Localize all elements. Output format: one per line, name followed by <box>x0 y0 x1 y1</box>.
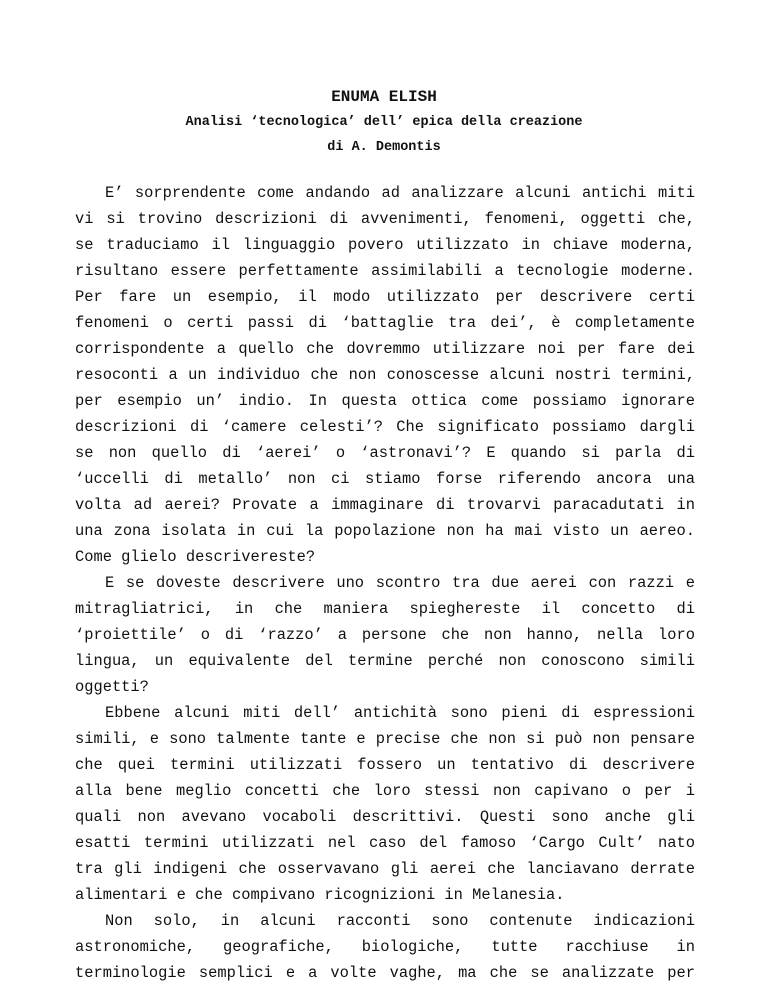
body-line: descrizioni di ‘camere celesti’? Che significato possiamo dargli <box>75 418 695 436</box>
body-line: Per fare un esempio, il modo utilizzato per descrivere certi <box>75 288 695 306</box>
body-line: ‘proiettile’ o di ‘razzo’ a persone che non hanno, nella loro <box>75 626 695 644</box>
body-line: se non quello di ‘aerei’ o ‘astronavi’? E quando si parla di <box>75 444 695 462</box>
body-line: E se doveste descrivere uno scontro tra due aerei con razzi e <box>105 574 695 592</box>
body-line: una zona isolata in cui la popolazione non ha mai visto un aereo. <box>75 522 695 540</box>
body-line: risultano essere perfettamente assimilabili a tecnologie moderne. <box>75 262 695 280</box>
body-line: Non solo, in alcuni racconti sono contenute indicazioni <box>105 912 695 930</box>
body-line: volta ad aerei? Provate a immaginare di trovarvi paracadutati in <box>75 496 695 514</box>
body-line: alla bene meglio concetti che loro stessi non capivano o per i <box>75 782 695 800</box>
body-line: se traduciamo il linguaggio povero utilizzato in chiave moderna, <box>75 236 695 254</box>
body-line: ‘uccelli di metallo’ non ci stiamo forse riferendo ancora una <box>75 470 695 488</box>
body-line: lingua, un equivalente del termine perché non conoscono simili <box>75 652 695 670</box>
body-line: Come glielo descrivereste? <box>75 548 316 566</box>
body-line: quali non avevano vocaboli descrittivi. Questi sono anche gli <box>75 808 695 826</box>
body-line: esatti termini utilizzati nel caso del famoso ‘Cargo Cult’ nato <box>75 834 695 852</box>
body-line: corrispondente a quello che dovremmo utilizzare noi per fare dei <box>75 340 695 358</box>
body-line: oggetti? <box>75 678 149 696</box>
body-line: terminologie semplici e a volte vaghe, ma che se analizzate per <box>75 964 695 982</box>
body-line: vi si trovino descrizioni di avvenimenti, fenomeni, oggetti che, <box>75 210 695 228</box>
body-line: resoconti a un individuo che non conoscesse alcuni nostri termini, <box>75 366 695 384</box>
body-line: E’ sorprendente come andando ad analizzare alcuni antichi miti <box>105 184 695 202</box>
body-line: astronomiche, geografiche, biologiche, tutte racchiuse in <box>75 938 695 956</box>
document-subtitle: Analisi ‘tecnologica’ dell’ epica della creazione <box>185 115 583 130</box>
body-line: fenomeni o certi passi di ‘battaglie tra dei’, è completamente <box>75 314 695 332</box>
body-line: che quei termini utilizzati fossero un tentativo di descrivere <box>75 756 695 774</box>
document-author: di A. Demontis <box>327 140 441 155</box>
body-line: per esempio un’ indio. In questa ottica come possiamo ignorare <box>75 392 695 410</box>
document-title: ENUMA ELISH <box>331 88 437 106</box>
body-line: tra gli indigeni che osservavano gli aerei che lanciavano derrate <box>75 860 695 878</box>
body-line: simili, e sono talmente tante e precise che non si può non pensare <box>75 730 695 748</box>
body-line: Ebbene alcuni miti dell’ antichità sono pieni di espressioni <box>105 704 695 722</box>
body-line: mitragliatrici, in che maniera spieghereste il concetto di <box>75 600 695 618</box>
document-body <box>75 180 695 986</box>
body-line: alimentari e che compivano ricognizioni in Melanesia. <box>75 886 565 904</box>
